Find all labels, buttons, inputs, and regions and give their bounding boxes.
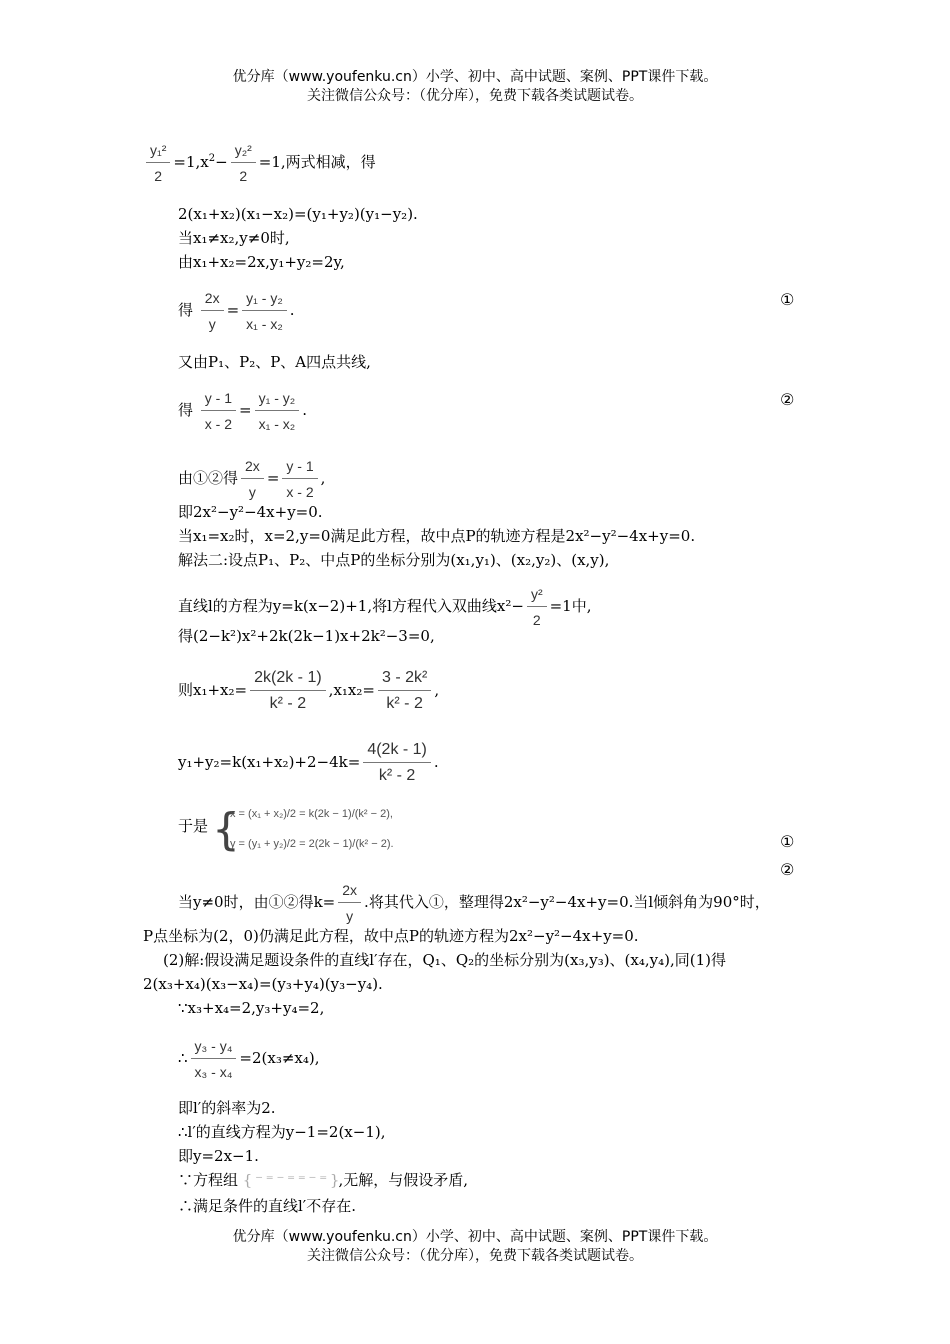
fraction-2x-y-c: $\frac{2x}{y}$ — [338, 880, 361, 926]
fraction-y-1-x-2-b: $\frac{y - 1}{x - 2}$ — [282, 456, 317, 502]
line-1: $\frac{\text{y₁²}}{2}$ $=1,x^2-$ $\frac{\text{y₂²}}{2}$ =1,两式相减，得 — [143, 140, 376, 186]
marker-1: ① — [780, 290, 795, 309]
line-26: ∵方程组 { ⁻ ⁼ ⁻ ⁼ ⁼ ⁻ ⁼ },无解，与假设矛盾, — [178, 1171, 468, 1189]
line-18: P点坐标为(2，0)仍满足此方程，故中点P的轨迹方程为2x²−y²−4x+y=0. — [143, 927, 639, 945]
line-4: 由x₁+x₂=2x,y₁+y₂=2y, — [178, 253, 345, 271]
line-16-label: 于是 — [178, 817, 209, 835]
fraction-2x-y: $\frac{2x}{y}$ — [201, 288, 224, 334]
line-11: 解法二:设点P₁、P₂、中点P的坐标分别为(x₁,y₁)、(x₂,y₂)、(x,y), — [178, 551, 610, 569]
line-27: ∴满足条件的直线l′不存在. — [178, 1197, 356, 1215]
fraction-sum: $\frac{2k(2k - 1)}{\text{k² - 2}}$ — [250, 668, 326, 714]
line-2: 2(x₁+x₂)(x₁−x₂)=(y₁+y₂)(y₁−y₂). — [178, 205, 418, 223]
system-row-2: y = (y₁ + y₂)/2 = 2(2k − 1)/(k² − 2). — [230, 838, 394, 850]
line-21: ∵x₃+x₄=2,y₃+y₄=2, — [178, 999, 325, 1017]
line-15: y₁+y₂=k(x₁+x₂)+2−4k= $\frac{4(2k - 1)}{\text{k² - 2}}$ . — [178, 741, 439, 784]
line-3: 当x₁≠x₂,y≠0时, — [178, 229, 290, 247]
line-13: 得(2−k²)x²+2k(2k−1)x+2k²−3=0, — [178, 627, 435, 645]
fraction-2x-y-b: $\frac{2x}{y}$ — [241, 456, 264, 502]
fraction-y-1-x-2: $\frac{y - 1}{x - 2}$ — [201, 388, 236, 434]
marker-3: ① — [780, 832, 795, 851]
line-7: 得 $\frac{y - 1}{x - 2}$ = $\frac{\text{y₁ - y₂}}{\text{x₁ - x₂}}$ . — [178, 390, 307, 432]
header-line-1: 优分库（www.youfenku.cn）小学、初中、高中试题、案例、PPT课件下载。 — [232, 69, 718, 85]
line-6: 又由P₁、P₂、P、A四点共线, — [178, 353, 371, 371]
fraction-ysq-2: $\frac{\text{y²}}{2}$ — [527, 584, 547, 630]
marker-4: ② — [780, 860, 795, 879]
line-25: 即y=2x−1. — [178, 1147, 259, 1165]
fraction-y1y2-b: $\frac{\text{y₁ - y₂}}{\text{x₁ - x₂}}$ — [255, 388, 300, 434]
fraction-ysum: $\frac{4(2k - 1)}{\text{k² - 2}}$ — [363, 740, 431, 786]
blurred-system: { ⁻ ⁼ ⁻ ⁼ ⁼ ⁻ ⁼ } — [242, 1171, 339, 1189]
header-line-2: 关注微信公众号：（优分库），免费下载各类试题试卷。 — [307, 88, 643, 104]
footer-line-1: 优分库（www.youfenku.cn）小学、初中、高中试题、案例、PPT课件下载。 — [232, 1229, 718, 1245]
system-row-1: x = (x₁ + x₂)/2 = k(2k − 1)/(k² − 2), — [230, 808, 393, 820]
line-17: 当y≠0时，由①②得k= $\frac{2x}{y}$ .将其代入①，整理得2x²−y²−4x+y=0.当l倾斜角为90°时， — [178, 882, 770, 924]
marker-2: ② — [780, 390, 795, 409]
line-23: 即l′的斜率为2. — [178, 1099, 276, 1117]
line-12: 直线l的方程为y=k(x−2)+1,将l方程代入双曲线x²− $\frac{\text{y²}}{2}$ =1中, — [178, 586, 592, 628]
fraction-y2sq: $\frac{\text{y₂²}}{2}$ — [231, 140, 256, 186]
fraction-y1y2: $\frac{\text{y₁ - y₂}}{\text{x₁ - x₂}}$ — [242, 288, 287, 334]
fraction-product: $\frac{\text{3 - 2k²}}{\text{k² - 2}}$ — [378, 668, 431, 714]
fraction-y3y4: $\frac{\text{y₃ - y₄}}{\text{x₃ - x₄}}$ — [191, 1036, 237, 1082]
fraction-y1sq: $\frac{\text{y₁²}}{2}$ — [146, 140, 170, 186]
line-8: 由①②得 $\frac{2x}{y}$ = $\frac{y - 1}{x - 2}$ , — [178, 458, 326, 500]
line-9: 即2x²−y²−4x+y=0. — [178, 503, 323, 521]
line-5: 得 $\frac{2x}{y}$ = $\frac{\text{y₁ - y₂}}{\text{x₁ - x₂}}$ . — [178, 290, 295, 332]
footer-line-2: 关注微信公众号：（优分库），免费下载各类试题试卷。 — [307, 1248, 643, 1264]
line-10: 当x₁=x₂时，x=2,y=0满足此方程，故中点P的轨迹方程是2x²−y²−4x+y=0. — [178, 527, 696, 545]
line-24: ∴l′的直线方程为y−1=2(x−1), — [178, 1123, 386, 1141]
line-19: (2)解:假设满足题设条件的直线l′存在，Q₁、Q₂的坐标分别为(x₃,y₃)、(x₄,y₄),同(1)得 — [163, 951, 727, 969]
line-22: ∴ $\frac{\text{y₃ - y₄}}{\text{x₃ - x₄}}$ =2(x₃≠x₄), — [178, 1038, 320, 1080]
line-20: 2(x₃+x₄)(x₃−x₄)=(y₃+y₄)(y₃−y₄). — [143, 975, 383, 993]
line-14: 则x₁+x₂= $\frac{2k(2k - 1)}{\text{k² - 2}}$ ,x₁x₂= $\frac{\text{3 - 2k²}}{\text{k² - 2}}$ , — [178, 669, 440, 712]
left-brace: { — [212, 804, 240, 855]
